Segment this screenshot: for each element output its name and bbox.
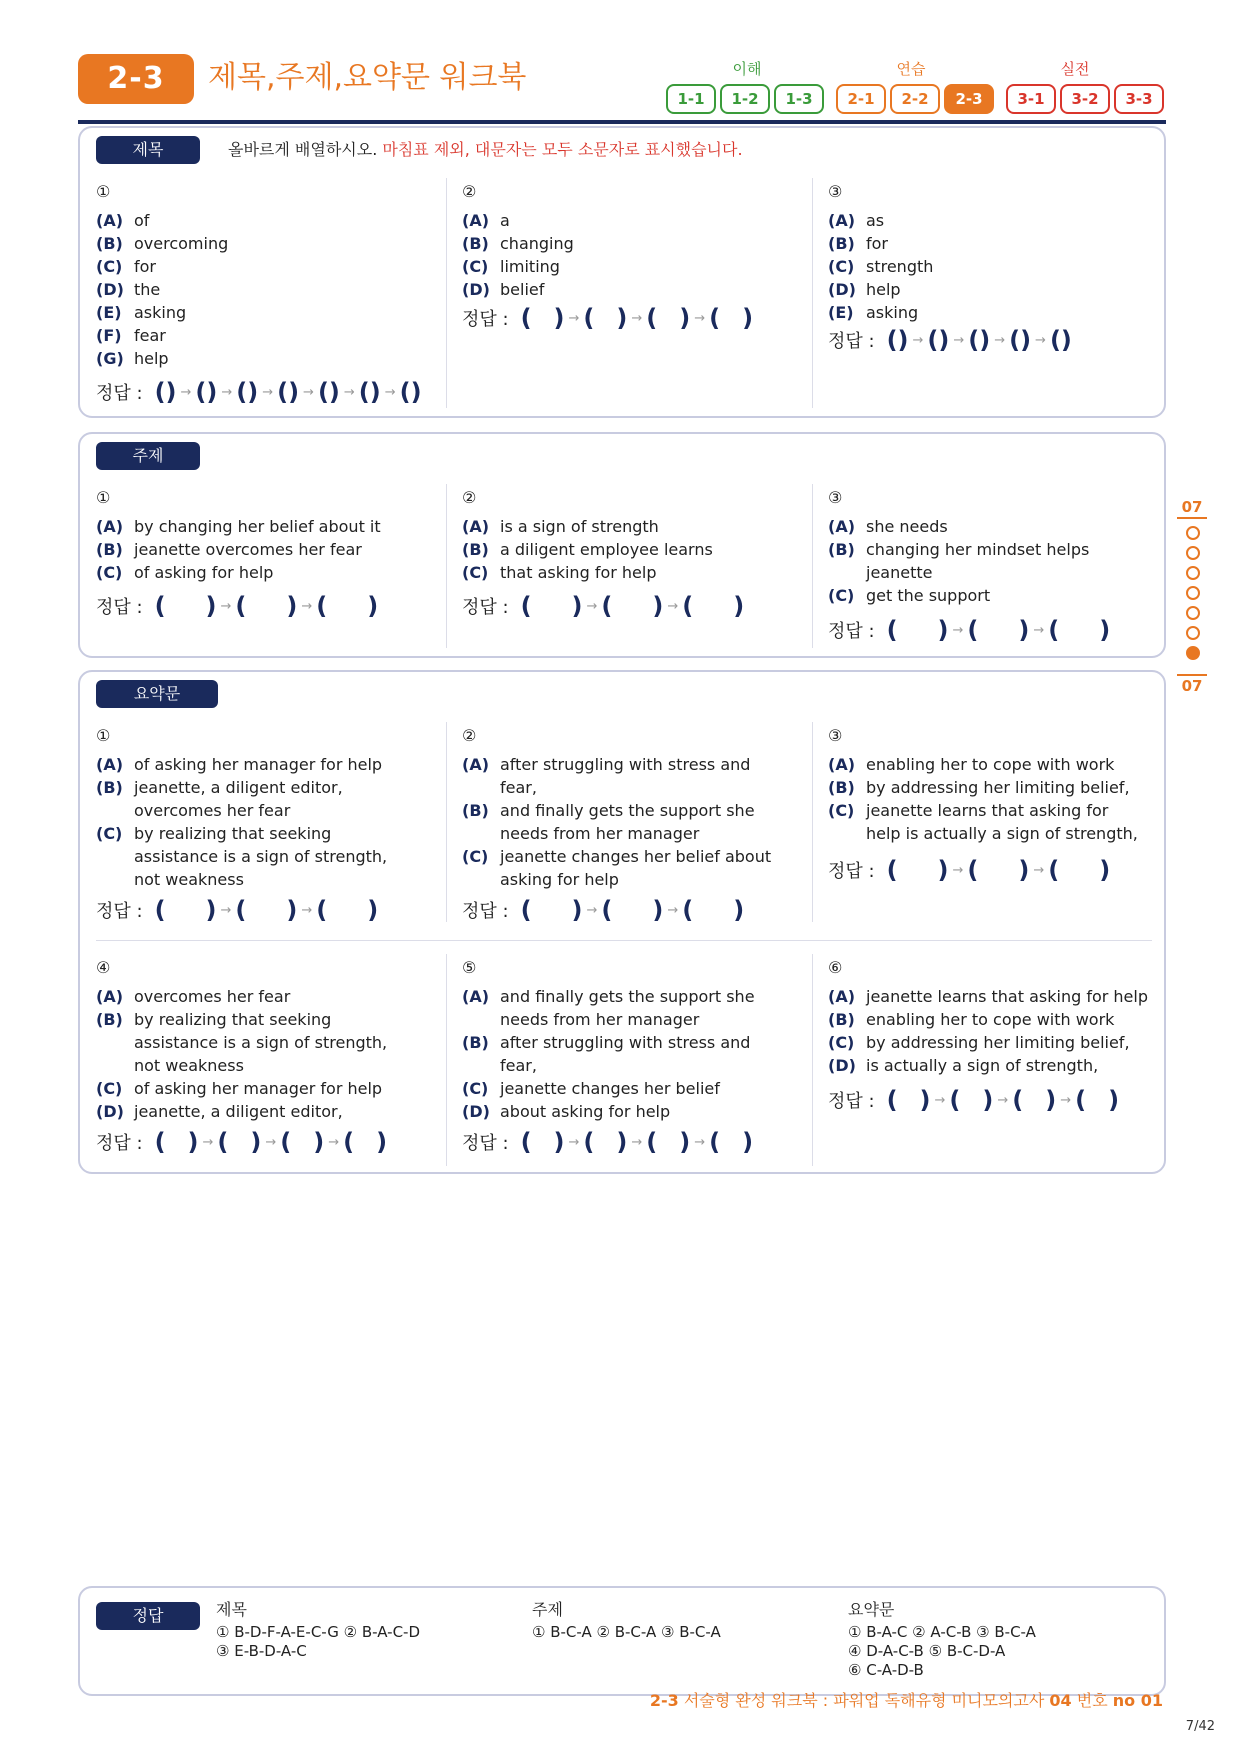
step-3-1[interactable]: 3-1 <box>1006 84 1056 114</box>
side-page-top[interactable]: 07 <box>1177 498 1207 519</box>
column-divider <box>446 954 447 1166</box>
column-divider <box>812 954 813 1166</box>
side-dot[interactable] <box>1186 626 1200 640</box>
step-2-1[interactable]: 2-1 <box>836 84 886 114</box>
answer-blanks-3[interactable]: 정답 : ( ) → ( ) → ( ) <box>828 856 1111 884</box>
answer-key-title: 제목 ① B-D-F-A-E-C-G ② B-A-C-D ③ E-B-D-A-C <box>216 1600 421 1660</box>
title-section <box>78 126 1166 418</box>
step-2-2[interactable]: 2-2 <box>890 84 940 114</box>
side-dot[interactable] <box>1186 586 1200 600</box>
section-label-topic: 주제 <box>96 442 200 470</box>
summary-section <box>78 670 1166 1174</box>
instruction: 올바르게 배열하시오. 마침표 제외, 대문자는 모두 소문자로 표시했습니다. <box>228 140 743 159</box>
side-dot[interactable] <box>1186 606 1200 620</box>
row-divider <box>96 940 1152 941</box>
group-label-practice: 연습 <box>896 60 926 78</box>
answer-blanks-6[interactable]: 정답 : ( ) → ( ) → ( ) → ( ) <box>828 1086 1120 1114</box>
side-dot-active[interactable] <box>1186 646 1200 660</box>
header-rule <box>78 120 1166 124</box>
answer-blanks-3[interactable]: 정답 : ( ) → ( ) → ( ) <box>828 616 1111 644</box>
question-2: ② (A) a (B) changing (C) limiting (D) belief <box>462 182 574 299</box>
section-label-summary: 요약문 <box>96 680 218 708</box>
page-number: 7/42 <box>1185 1719 1215 1734</box>
side-page-bottom[interactable]: 07 <box>1177 674 1207 695</box>
lesson-badge: 2-3 <box>78 54 194 104</box>
answer-key-label: 정답 <box>96 1602 200 1630</box>
step-1-2[interactable]: 1-2 <box>720 84 770 114</box>
answer-blanks-3[interactable]: 정답 : () → () → () → () → () <box>828 326 1072 354</box>
question-3: ③ (A) enabling her to cope with work (B) by addressing her limiting belief, (C) jeanette learns that asking for help is actually a sign of strength, <box>828 726 1138 843</box>
group-label-understanding: 이해 <box>732 60 762 78</box>
answer-blanks-2[interactable]: 정답 : ( ) → ( ) → ( ) <box>462 896 745 924</box>
answer-blanks-1[interactable]: 정답 : ( ) → ( ) → ( ) <box>96 592 379 620</box>
answer-blanks-1[interactable]: 정답 : ( ) → ( ) → ( ) <box>96 896 379 924</box>
side-dot[interactable] <box>1186 546 1200 560</box>
column-divider <box>812 178 813 408</box>
answer-key-topic: 주제 ① B-C-A ② B-C-A ③ B-C-A <box>532 1600 721 1641</box>
section-label-title: 제목 <box>96 136 200 164</box>
column-divider <box>446 484 447 648</box>
column-divider <box>812 484 813 648</box>
group-label-real: 실전 <box>1060 60 1090 78</box>
question-1: ① (A) of asking her manager for help (B) jeanette, a diligent editor, overcomes her fear (C) by realizing that seeking assistance is a sign of strength, not weakness <box>96 726 388 889</box>
page-title: 제목,주제,요약문 워크북 <box>208 60 527 95</box>
question-3: ③ (A) she needs (B) changing her mindset helps jeanette (C) get the support <box>828 488 1090 605</box>
footer-caption: 2-3 서술형 완성 워크북 : 파워업 독해유형 미니모의고사 04 번호 no 01 <box>649 1691 1163 1710</box>
topic-section <box>78 432 1166 658</box>
answer-blanks-5[interactable]: 정답 : ( ) → ( ) → ( ) → ( ) <box>462 1128 754 1156</box>
answer-blanks-2[interactable]: 정답 : ( ) → ( ) → ( ) → ( ) <box>462 304 754 332</box>
question-4: ④ (A) overcomes her fear (B) by realizing that seeking assistance is a sign of strength, not weakness (C) of asking her manager for help (D) jeanette, a diligent editor, <box>96 958 388 1121</box>
answer-blanks-4[interactable]: 정답 : ( ) → ( ) → ( ) → ( ) <box>96 1128 388 1156</box>
question-3: ③ (A) as (B) for (C) strength (D) help (E) asking <box>828 182 934 322</box>
step-1-3[interactable]: 1-3 <box>774 84 824 114</box>
side-dot[interactable] <box>1186 566 1200 580</box>
answer-blanks-1[interactable]: 정답 : () → () → () → () → () → () → () <box>96 378 422 406</box>
question-1: ① (A) by changing her belief about it (B) jeanette overcomes her fear (C) of asking for help <box>96 488 381 582</box>
answer-blanks-2[interactable]: 정답 : ( ) → ( ) → ( ) <box>462 592 745 620</box>
step-2-3[interactable]: 2-3 <box>944 84 994 114</box>
column-divider <box>446 722 447 922</box>
step-3-3[interactable]: 3-3 <box>1114 84 1164 114</box>
question-2: ② (A) is a sign of strength (B) a diligent employee learns (C) that asking for help <box>462 488 713 582</box>
question-2: ② (A) after struggling with stress and fear, (B) and finally gets the support she needs from her manager (C) jeanette changes her belief about asking for help <box>462 726 772 889</box>
column-divider <box>812 722 813 922</box>
side-dot[interactable] <box>1186 526 1200 540</box>
question-1: ① (A) of (B) overcoming (C) for (D) the (E) asking (F) fear (G) help <box>96 182 229 368</box>
column-divider <box>446 178 447 408</box>
step-3-2[interactable]: 3-2 <box>1060 84 1110 114</box>
answer-key-summary: 요약문 ① B-A-C ② A-C-B ③ B-C-A ④ D-A-C-B ⑤ B-C-D-A ⑥ C-A-D-B <box>848 1600 1036 1679</box>
question-5: ⑤ (A) and finally gets the support she needs from her manager (B) after struggling with stress and fear, (C) jeanette changes her belief (D) about asking for help <box>462 958 755 1121</box>
step-1-1[interactable]: 1-1 <box>666 84 716 114</box>
answer-key-section <box>78 1586 1166 1696</box>
question-6: ⑥ (A) jeanette learns that asking for help (B) enabling her to cope with work (C) by addressing her limiting belief, (D) is actually a sign of strength, <box>828 958 1148 1075</box>
